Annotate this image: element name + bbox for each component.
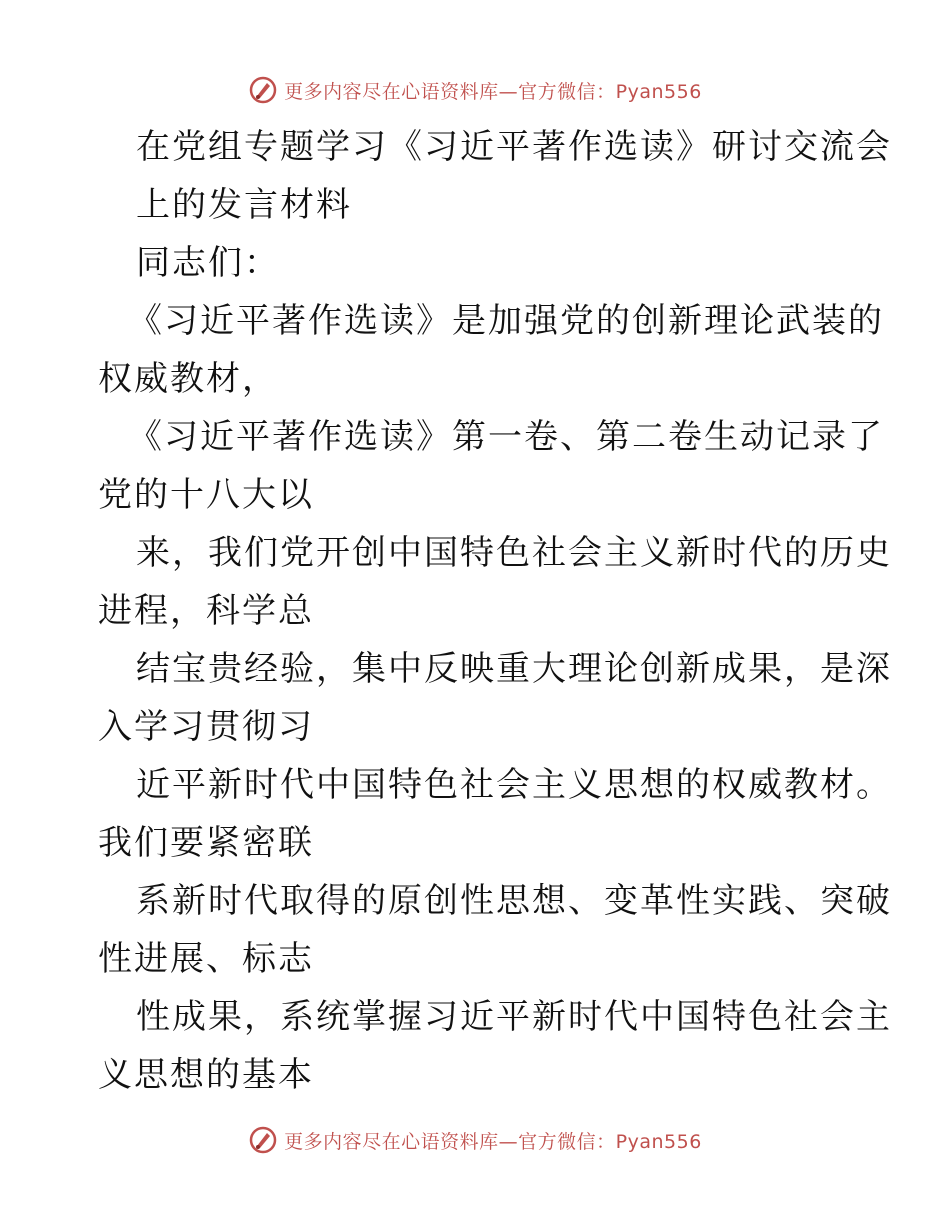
paragraph-line: 入学习贯彻习 [98, 707, 314, 747]
salutation: 同志们： [136, 243, 280, 283]
footer-banner-text: 更多内容尽在心语资料库—官方微信：Pyan556 [284, 1130, 702, 1153]
paragraph-line: 《习近平著作选读》第一卷、第二卷生动记录了 [128, 417, 884, 457]
paragraph-line: 我们要紧密联 [98, 823, 314, 863]
paragraph-line: 党的十八大以 [98, 475, 314, 515]
paragraph-line: 来，我们党开创中国特色社会主义新时代的历史 [136, 533, 892, 573]
header-banner-text: 更多内容尽在心语资料库—官方微信：Pyan556 [284, 80, 702, 103]
paragraph-line: 《习近平著作选读》是加强党的创新理论武装的 [128, 301, 884, 341]
paragraph-line: 性进展、标志 [98, 939, 314, 979]
title-line-1: 在党组专题学习《习近平著作选读》研讨交流会 [136, 127, 892, 167]
title-line-2: 上的发言材料 [136, 185, 352, 225]
paragraph-line: 近平新时代中国特色社会主义思想的权威教材。 [136, 765, 892, 805]
paragraph-line: 权威教材， [98, 359, 278, 399]
paragraph-line: 义思想的基本 [98, 1055, 314, 1095]
paragraph-line: 进程，科学总 [98, 591, 314, 631]
paragraph-line: 系新时代取得的原创性思想、变革性实践、突破 [136, 881, 892, 921]
footer-banner [0, 1120, 950, 1160]
paragraph-line: 结宝贵经验，集中反映重大理论创新成果，是深 [136, 649, 892, 689]
paragraph-line: 性成果，系统掌握习近平新时代中国特色社会主 [136, 997, 892, 1037]
header-banner [0, 70, 950, 110]
document-body [98, 118, 892, 1104]
pen-logo-icon [248, 75, 278, 105]
pen-logo-icon [248, 1125, 278, 1155]
